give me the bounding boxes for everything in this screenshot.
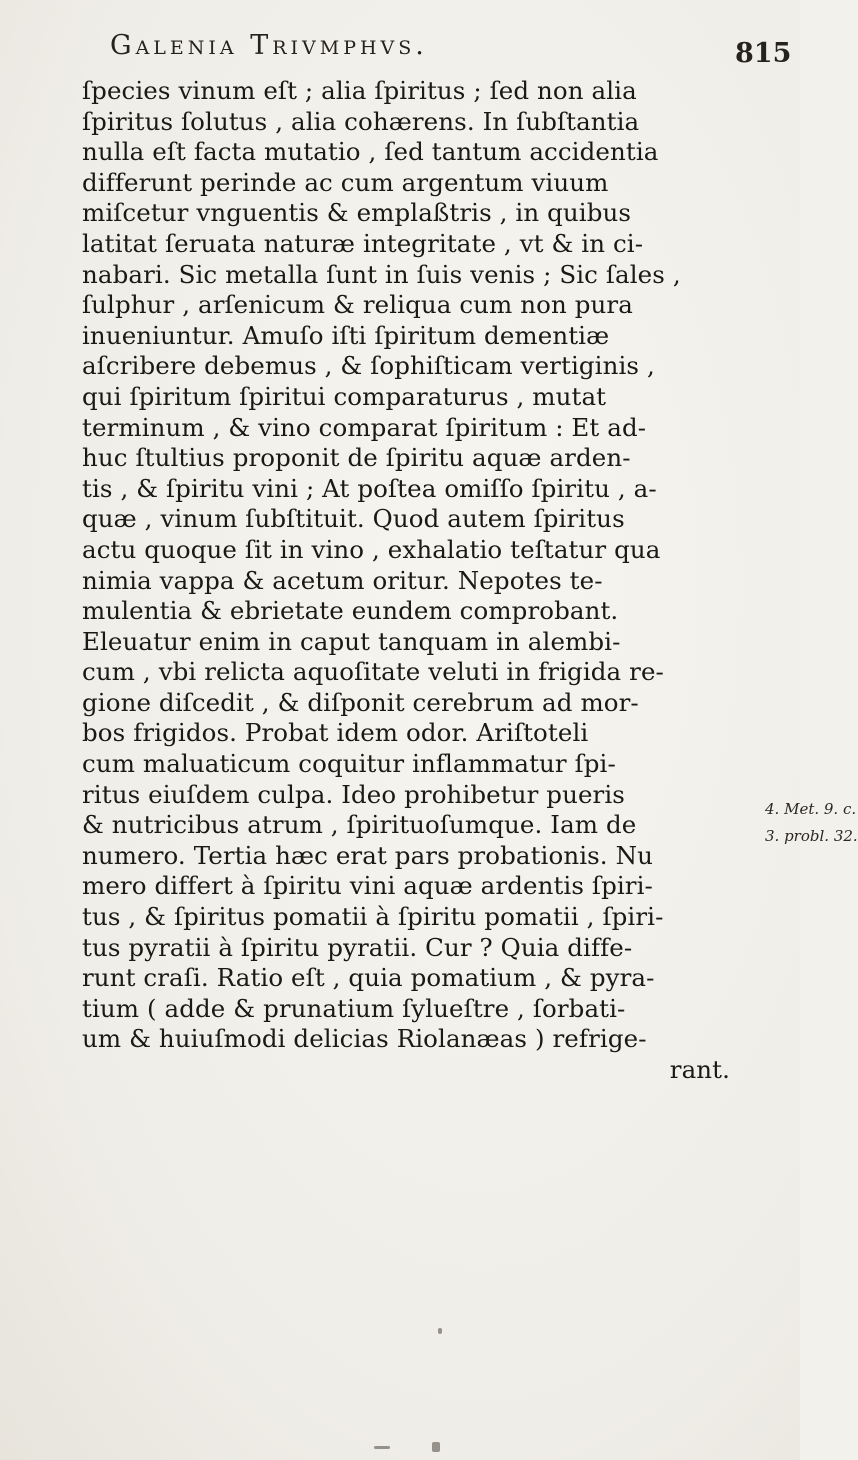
- text-line: cum maluaticum coquitur inflammatur ſpi-: [82, 749, 616, 779]
- ink-speck: [432, 1442, 440, 1452]
- text-line: differunt perinde ac cum argentum viuum: [82, 167, 609, 197]
- text-line: Eleuatur enim in caput tanquam in alembi-: [82, 626, 621, 656]
- ink-speck: [438, 1328, 442, 1334]
- text-line: ſpiritus ſolutus , alia cohærens. In ſubſtantia: [82, 106, 640, 136]
- text-line: mulentia & ebrietate eundem comprobant.: [82, 596, 619, 626]
- text-line: bos frigidos. Probat idem odor. Ariſtoteli: [82, 718, 589, 748]
- margin-note-citation: 3. probl. 32.: [765, 827, 858, 845]
- text-line: nulla eſt facta mutatio , ſed tantum accidentia: [82, 137, 659, 167]
- text-line: aſcribere debemus , & ſophiſticam vertiginis ,: [82, 351, 655, 381]
- text-line: nimia vappa & acetum oritur. Nepotes te-: [82, 565, 603, 595]
- text-line: latitat ſeruata naturæ integritate , vt & in ci-: [82, 228, 644, 258]
- text-line: mero differt à ſpiritu vini aquæ ardentis ſpiri-: [82, 871, 653, 901]
- text-line: tus pyratii à ſpiritu pyratii. Cur ? Quia diffe-: [82, 932, 633, 962]
- running-title: Galenia Trivmphvs.: [110, 30, 428, 61]
- text-line: & nutricibus atrum , ſpirituoſumque. Iam de: [82, 810, 637, 840]
- ink-speck: [374, 1446, 390, 1449]
- page-number: 815: [735, 38, 792, 69]
- text-line: gione diſcedit , & diſponit cerebrum ad mor-: [82, 687, 639, 717]
- text-line: tium ( adde & prunatium ſylueſtre , ſorbati-: [82, 993, 626, 1023]
- text-line: qui ſpiritum ſpiritui comparaturus , mutat: [82, 381, 607, 411]
- text-line: actu quoque ſit in vino , exhalatio teſtatur qua: [82, 534, 661, 564]
- text-line: um & huiuſmodi delicias Riolanæas ) refrige-: [82, 1024, 647, 1054]
- text-line: runt craſi. Ratio eſt , quia pomatium , & pyra-: [82, 963, 655, 993]
- text-line: ſulphur , arſenicum & reliqua cum non pura: [82, 290, 633, 320]
- text-line: nabari. Sic metalla ſunt in ſuis venis ; Sic ſales ,: [82, 259, 681, 289]
- text-line: inueniuntur. Amuſo iſti ſpiritum dementiæ: [82, 320, 610, 350]
- text-line: huc ſtultius proponit de ſpiritu aquæ arden-: [82, 443, 631, 473]
- margin-note-citation: 4. Met. 9. c.: [765, 800, 857, 818]
- body-text: [82, 76, 762, 1086]
- text-line: ritus eiuſdem culpa. Ideo prohibetur pueris: [82, 779, 625, 809]
- text-line: tus , & ſpiritus pomatii à ſpiritu pomatii , ſpiri-: [82, 902, 664, 932]
- text-line: quæ , vinum ſubſtituit. Quod autem ſpiritus: [82, 504, 625, 534]
- text-line: cum , vbi relicta aquoſitate veluti in frigida re-: [82, 657, 664, 687]
- text-line: ſpecies vinum eſt ; alia ſpiritus ; ſed non alia: [82, 76, 637, 105]
- text-line: numero. Tertia hæc erat pars probationis. Nu: [82, 840, 653, 870]
- text-line: terminum , & vino comparat ſpiritum : Et ad-: [82, 412, 647, 442]
- text-line: tis , & ſpiritu vini ; At poſtea omiſſo ſpiritu , a-: [82, 473, 657, 503]
- text-line: miſcetur vnguentis & emplaßtris , in quibus: [82, 198, 632, 228]
- catchword: rant.: [669, 1055, 730, 1084]
